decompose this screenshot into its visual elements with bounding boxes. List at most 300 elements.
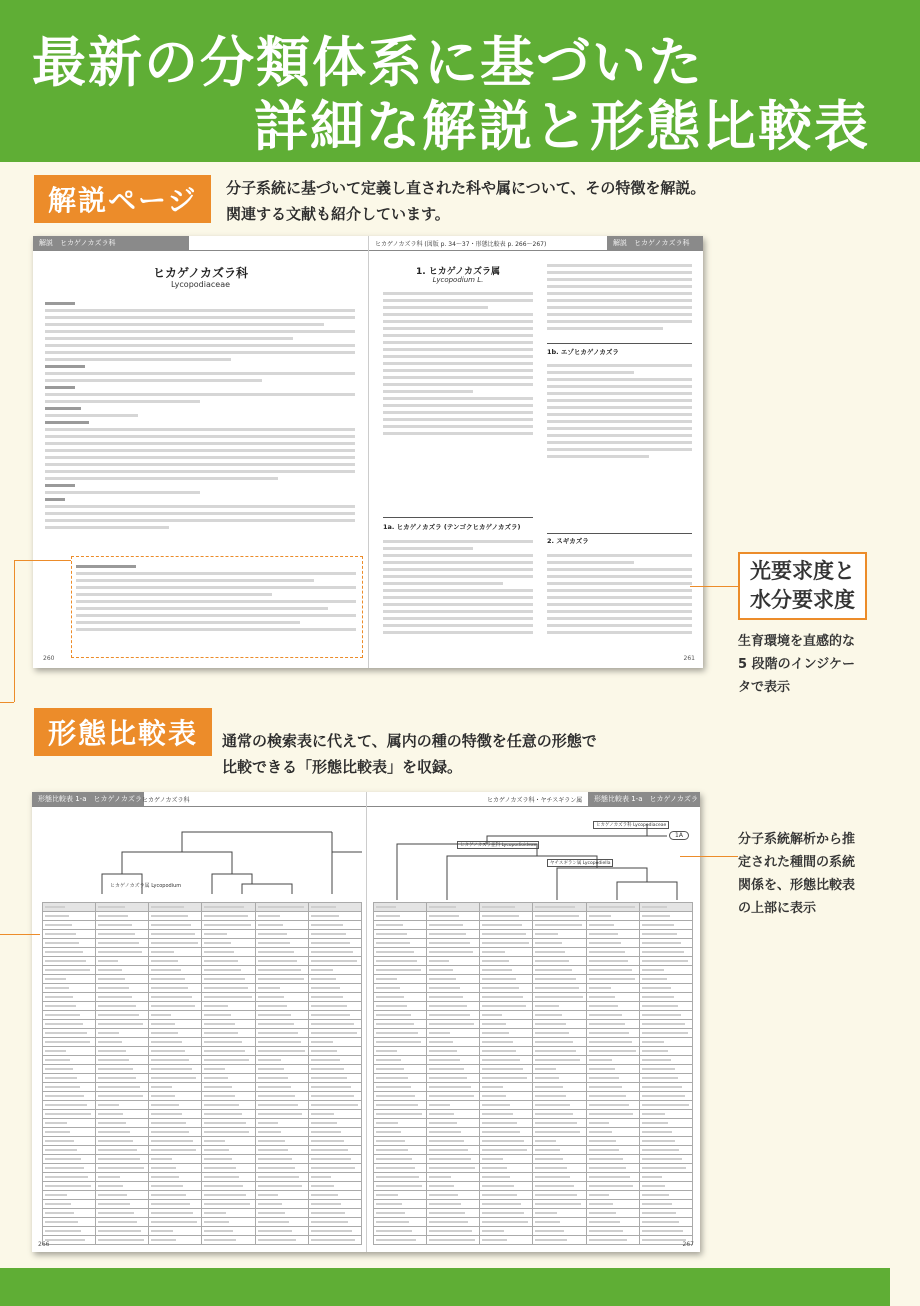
table-cell [96, 1191, 149, 1200]
table-cell [374, 1011, 427, 1020]
header-title-line2: 詳細な解説と形態比較表 [254, 95, 870, 158]
table-cell [43, 921, 96, 930]
table-cell [480, 1173, 533, 1182]
table-row [374, 1038, 693, 1047]
table-row [374, 1029, 693, 1038]
table-cell [96, 1146, 149, 1155]
table-cell [202, 1020, 255, 1029]
table-cell [586, 1038, 639, 1047]
table-cell [533, 1002, 586, 1011]
table-row [374, 1065, 693, 1074]
table-cell [586, 1155, 639, 1164]
table-cell [255, 912, 308, 921]
table-cell [374, 1056, 427, 1065]
table-row [43, 948, 362, 957]
table-cell [639, 1083, 692, 1092]
table-cell [308, 1173, 361, 1182]
table-cell [96, 1101, 149, 1110]
table-cell [533, 1101, 586, 1110]
table-cell [202, 903, 255, 912]
table-cell [639, 1002, 692, 1011]
table-cell [202, 1146, 255, 1155]
table-cell [586, 957, 639, 966]
table-cell [202, 948, 255, 957]
table-cell [43, 903, 96, 912]
table-row [374, 1191, 693, 1200]
connector-line-2 [0, 934, 40, 935]
table-cell [202, 1236, 255, 1245]
table-cell [427, 957, 480, 966]
table-cell [533, 993, 586, 1002]
table-cell [639, 1074, 692, 1083]
table-cell [96, 1227, 149, 1236]
table-cell [308, 1056, 361, 1065]
table-cell [427, 1101, 480, 1110]
table-cell [480, 1164, 533, 1173]
table-cell [586, 1227, 639, 1236]
table-cell [480, 1119, 533, 1128]
table-cell [149, 1137, 202, 1146]
table-cell [639, 1164, 692, 1173]
genus-latin-name: Lycopodium L. [432, 276, 484, 284]
table-cell [374, 1119, 427, 1128]
table-cell [43, 984, 96, 993]
table-cell [96, 957, 149, 966]
table-row [43, 1002, 362, 1011]
table-cell [586, 1101, 639, 1110]
table-cell [308, 921, 361, 930]
table-cell [586, 1200, 639, 1209]
table-cell [427, 1200, 480, 1209]
table-cell [43, 1155, 96, 1164]
table-row [43, 1227, 362, 1236]
commentary-page-spread [33, 236, 703, 668]
table-cell [149, 993, 202, 1002]
table-cell [427, 1128, 480, 1137]
table-row [374, 921, 693, 930]
table-cell [308, 1119, 361, 1128]
section-badge-commentary: 解説ページ [34, 175, 211, 223]
table-cell [255, 948, 308, 957]
table-row [43, 903, 362, 912]
table-cell [255, 1002, 308, 1011]
table-cell [427, 921, 480, 930]
table-cell [533, 1011, 586, 1020]
table-cell [639, 1119, 692, 1128]
table-cell [533, 975, 586, 984]
key-highlight-box [71, 556, 363, 658]
table-cell [202, 1038, 255, 1047]
table-cell [255, 1173, 308, 1182]
right-page-number: 261 [683, 655, 695, 662]
table-cell [480, 957, 533, 966]
table-cell [586, 1056, 639, 1065]
table-cell [149, 1236, 202, 1245]
table-cell [43, 1110, 96, 1119]
table-cell [96, 1065, 149, 1074]
table-cell [480, 930, 533, 939]
table-cell [480, 1056, 533, 1065]
table-cell [533, 1020, 586, 1029]
table-row [374, 1209, 693, 1218]
table-cell [255, 1047, 308, 1056]
table-cell [43, 1191, 96, 1200]
tree-tag-1a[interactable]: 1A [669, 831, 689, 840]
table-cell [427, 1092, 480, 1101]
table-cell [202, 1056, 255, 1065]
table-cell [533, 1155, 586, 1164]
comparison-left-page-number: 266 [38, 1241, 50, 1248]
table-cell [427, 1146, 480, 1155]
table-cell [533, 921, 586, 930]
table-cell [202, 1155, 255, 1164]
table-cell [308, 1137, 361, 1146]
table-cell [427, 912, 480, 921]
table-row [374, 1119, 693, 1128]
table-cell [308, 1218, 361, 1227]
table-cell [43, 1056, 96, 1065]
table-row [374, 1002, 693, 1011]
table-cell [149, 1011, 202, 1020]
table-cell [374, 1173, 427, 1182]
table-cell [586, 1047, 639, 1056]
table-cell [533, 1137, 586, 1146]
table-cell [374, 1218, 427, 1227]
table-cell [374, 1020, 427, 1029]
table-cell [43, 1164, 96, 1173]
table-cell [308, 948, 361, 957]
table-cell [43, 1002, 96, 1011]
table-cell [427, 1164, 480, 1173]
table-cell [149, 1164, 202, 1173]
table-cell [308, 1191, 361, 1200]
table-cell [374, 1110, 427, 1119]
table-cell [586, 1137, 639, 1146]
table-cell [149, 1020, 202, 1029]
table-row [43, 1038, 362, 1047]
table-row [374, 1128, 693, 1137]
tree-label-subfamily: ヒカゲノカズラ亜科 Lycopodioideae [457, 841, 539, 849]
table-row [374, 1083, 693, 1092]
comparison-right-header: 形態比較表 1-a ヒカゲノカズラ科 [588, 792, 700, 806]
table-cell [533, 957, 586, 966]
table-row [43, 975, 362, 984]
table-cell [533, 1200, 586, 1209]
table-cell [427, 1218, 480, 1227]
table-cell [480, 1083, 533, 1092]
table-cell [149, 1047, 202, 1056]
table-row [43, 912, 362, 921]
table-cell [427, 1227, 480, 1236]
table-row [43, 921, 362, 930]
table-row [374, 1011, 693, 1020]
table-cell [427, 1083, 480, 1092]
table-cell [533, 1047, 586, 1056]
table-cell [96, 1029, 149, 1038]
table-cell [586, 948, 639, 957]
table-cell [586, 1011, 639, 1020]
callout-indicator-text: 生育環境を直感的な 5 段階のインジケー タで表示 [738, 634, 856, 695]
table-cell [586, 912, 639, 921]
table-cell [202, 1047, 255, 1056]
table-cell [308, 1038, 361, 1047]
table-row [374, 1137, 693, 1146]
table-cell [308, 1083, 361, 1092]
table-cell [427, 1074, 480, 1083]
table-cell [308, 957, 361, 966]
table-cell [639, 930, 692, 939]
table-row [43, 1119, 362, 1128]
table-cell [427, 1038, 480, 1047]
table-cell [427, 1002, 480, 1011]
table-cell [308, 1182, 361, 1191]
table-row [43, 1020, 362, 1029]
table-cell [202, 1137, 255, 1146]
table-row [374, 1020, 693, 1029]
table-cell [374, 939, 427, 948]
left-page-header: 解説 ヒカゲノカズラ科 [33, 236, 189, 250]
table-cell [639, 939, 692, 948]
table-cell [202, 1173, 255, 1182]
table-cell [533, 1218, 586, 1227]
table-row [43, 1164, 362, 1173]
table-cell [480, 912, 533, 921]
table-cell [43, 1182, 96, 1191]
table-cell [533, 1119, 586, 1128]
table-cell [149, 1092, 202, 1101]
table-cell [639, 1200, 692, 1209]
table-cell [202, 921, 255, 930]
table-cell [427, 1209, 480, 1218]
table-cell [96, 1074, 149, 1083]
table-cell [427, 975, 480, 984]
table-cell [96, 921, 149, 930]
table-cell [149, 1074, 202, 1083]
table-row [43, 1011, 362, 1020]
table-cell [308, 1002, 361, 1011]
table-cell [374, 1164, 427, 1173]
table-cell [202, 939, 255, 948]
table-cell [639, 1137, 692, 1146]
table-cell [586, 1083, 639, 1092]
table-cell [374, 966, 427, 975]
table-cell [96, 1182, 149, 1191]
table-cell [202, 912, 255, 921]
table-row [374, 1227, 693, 1236]
table-cell [96, 948, 149, 957]
table-cell [639, 1020, 692, 1029]
table-cell [43, 1236, 96, 1245]
table-row [43, 1191, 362, 1200]
table-cell [96, 1173, 149, 1182]
table-cell [639, 1155, 692, 1164]
table-cell [96, 903, 149, 912]
table-cell [533, 1209, 586, 1218]
table-cell [639, 1173, 692, 1182]
table-cell [202, 1209, 255, 1218]
table-cell [255, 1227, 308, 1236]
table-cell [149, 921, 202, 930]
table-cell [480, 1002, 533, 1011]
table-cell [586, 1236, 639, 1245]
table-cell [480, 939, 533, 948]
table-cell [533, 1173, 586, 1182]
table-cell [480, 966, 533, 975]
table-cell [533, 1083, 586, 1092]
table-cell [427, 1056, 480, 1065]
table-cell [639, 948, 692, 957]
table-cell [480, 1110, 533, 1119]
table-cell [427, 1155, 480, 1164]
table-cell [586, 939, 639, 948]
table-cell [255, 1128, 308, 1137]
table-cell [308, 1029, 361, 1038]
table-cell [96, 912, 149, 921]
table-row [374, 966, 693, 975]
table-cell [255, 1092, 308, 1101]
table-cell [149, 1218, 202, 1227]
table-cell [96, 1155, 149, 1164]
table-row [43, 984, 362, 993]
table-cell [533, 1182, 586, 1191]
table-row [374, 1200, 693, 1209]
table-cell [533, 1164, 586, 1173]
table-cell [374, 1029, 427, 1038]
table-cell [202, 975, 255, 984]
table-row [374, 1236, 693, 1245]
table-cell [96, 984, 149, 993]
table-cell [149, 1101, 202, 1110]
table-row [374, 1164, 693, 1173]
comparison-left-header: 形態比較表 1-a ヒカゲノカズラ科 [32, 792, 144, 806]
table-cell [374, 993, 427, 1002]
species-1a-title: 1a. ヒカゲノカズラ (テンゴクヒカゲノカズラ) [383, 523, 521, 531]
table-cell [480, 1209, 533, 1218]
table-cell [374, 1155, 427, 1164]
table-cell [639, 1209, 692, 1218]
table-cell [639, 912, 692, 921]
table-cell [427, 1011, 480, 1020]
table-cell [96, 939, 149, 948]
table-cell [96, 1200, 149, 1209]
table-row [374, 1056, 693, 1065]
table-cell [43, 1029, 96, 1038]
table-cell [255, 1083, 308, 1092]
table-cell [255, 1200, 308, 1209]
table-cell [96, 1164, 149, 1173]
table-cell [427, 1182, 480, 1191]
table-cell [43, 1092, 96, 1101]
table-cell [255, 975, 308, 984]
callout-phylogeny-text: 分子系統解析から推 定された種間の系統 関係を、形態比較表 の上部に表示 [738, 832, 856, 916]
table-cell [586, 930, 639, 939]
table-cell [427, 1236, 480, 1245]
table-row [43, 1128, 362, 1137]
table-cell [43, 1137, 96, 1146]
table-cell [639, 966, 692, 975]
table-cell [533, 1227, 586, 1236]
table-cell [480, 1092, 533, 1101]
table-cell [533, 966, 586, 975]
table-cell [586, 1119, 639, 1128]
table-cell [374, 1083, 427, 1092]
table-cell [586, 1065, 639, 1074]
table-cell [308, 993, 361, 1002]
table-cell [480, 1137, 533, 1146]
table-cell [480, 1038, 533, 1047]
table-cell [639, 984, 692, 993]
connector-line [0, 702, 14, 703]
table-cell [586, 1110, 639, 1119]
table-cell [308, 1146, 361, 1155]
table-cell [149, 912, 202, 921]
table-cell [427, 903, 480, 912]
family-title: ヒカゲノカズラ科 [152, 266, 249, 280]
table-cell [639, 1218, 692, 1227]
table-cell [427, 1029, 480, 1038]
table-cell [202, 1074, 255, 1083]
table-row [43, 1047, 362, 1056]
table-cell [374, 1128, 427, 1137]
table-cell [308, 1164, 361, 1173]
table-cell [255, 1101, 308, 1110]
section2-intro-line1: 通常の検索表に代えて、属内の種の特徴を任意の形態で [222, 732, 597, 750]
table-cell [586, 966, 639, 975]
table-cell [639, 1146, 692, 1155]
table-cell [149, 957, 202, 966]
section-badge-comparison: 形態比較表 [34, 708, 212, 756]
table-cell [480, 1074, 533, 1083]
table-cell [374, 930, 427, 939]
table-cell [255, 1056, 308, 1065]
table-cell [149, 1200, 202, 1209]
table-cell [427, 1020, 480, 1029]
table-cell [427, 1047, 480, 1056]
table-cell [586, 1182, 639, 1191]
table-cell [96, 1209, 149, 1218]
table-cell [533, 1191, 586, 1200]
table-cell [374, 1074, 427, 1083]
table-cell [374, 1137, 427, 1146]
table-row [43, 939, 362, 948]
table-row [43, 1173, 362, 1182]
table-cell [202, 1191, 255, 1200]
table-cell [533, 1146, 586, 1155]
table-cell [308, 984, 361, 993]
table-cell [43, 1227, 96, 1236]
table-cell [255, 1074, 308, 1083]
table-cell [374, 903, 427, 912]
table-cell [43, 1065, 96, 1074]
table-cell [255, 993, 308, 1002]
table-cell [255, 1119, 308, 1128]
table-cell [149, 975, 202, 984]
table-row [374, 1218, 693, 1227]
table-cell [43, 1101, 96, 1110]
callout-light-water-title: 光要求度と 水分要求度 [738, 552, 867, 620]
table-cell [255, 1011, 308, 1020]
table-cell [96, 1056, 149, 1065]
table-cell [480, 1029, 533, 1038]
comparison-right-page [367, 792, 700, 1252]
table-cell [308, 966, 361, 975]
table-cell [96, 1236, 149, 1245]
table-row [43, 957, 362, 966]
table-cell [43, 939, 96, 948]
table-cell [480, 1236, 533, 1245]
tree-label-subfamily-box: ヒカゲノカズラ科 Lycopodiaceae [593, 821, 669, 829]
table-cell [374, 975, 427, 984]
